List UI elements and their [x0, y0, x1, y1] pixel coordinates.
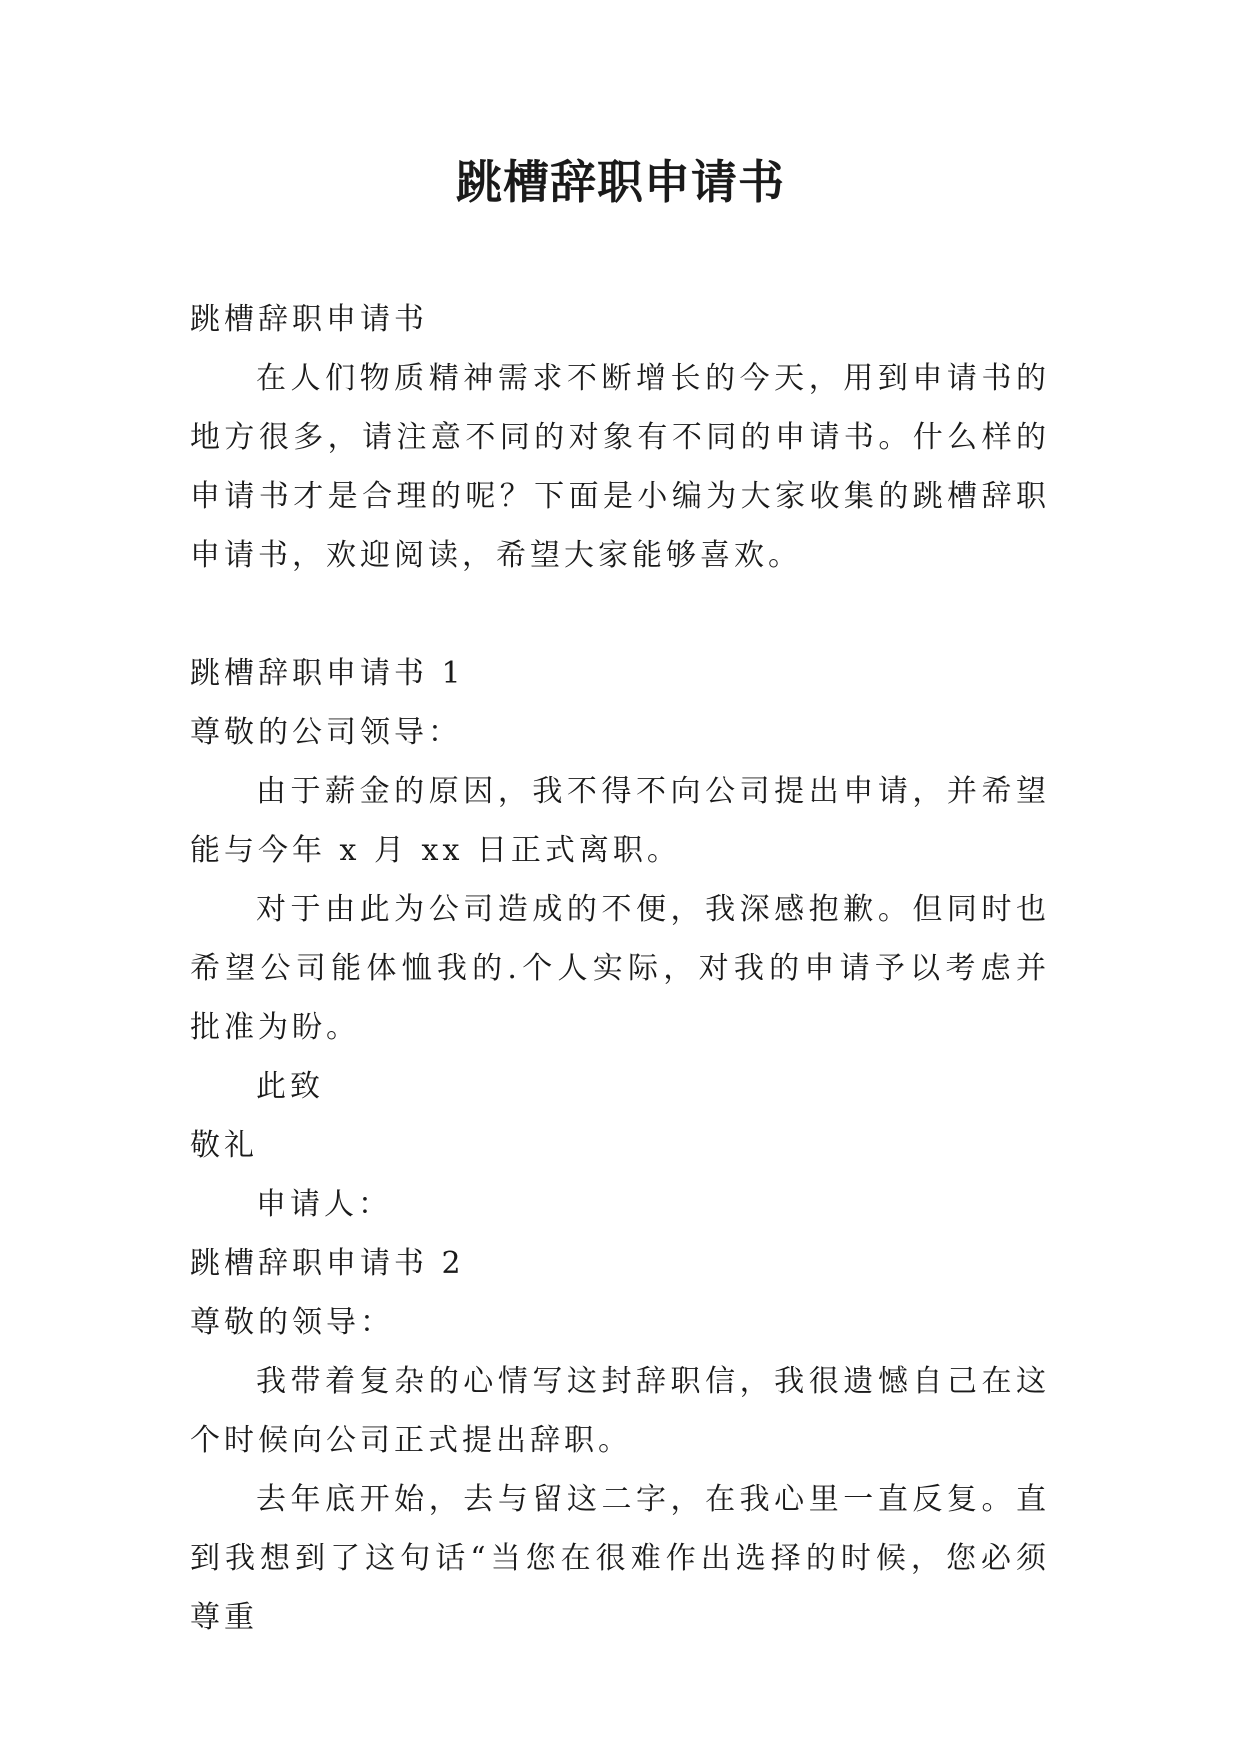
section-heading-1: 跳槽辞职申请书 1 — [190, 656, 465, 691]
body-paragraph: 去年底开始，去与留这二字，在我心里一直反复。直到我想到了这句话“当您在很难作出选择的时候，您必须尊重 — [190, 1482, 1050, 1635]
salutation-2: 尊敬的领导： — [190, 1305, 394, 1340]
applicant-line: 申请人： — [256, 1187, 392, 1222]
section-heading-2: 跳槽辞职申请书 2 — [190, 1246, 465, 1281]
body-paragraph: 由于薪金的原因，我不得不向公司提出申请，并希望能与今年 x 月 xx 日正式离职。 — [190, 774, 1050, 868]
intro-paragraph: 在人们物质精神需求不断增长的今天，用到申请书的地方很多，请注意不同的对象有不同的申请书。什么样的申请书才是合理的呢？下面是小编为大家收集的跳槽辞职申请书，欢迎阅读，希望大家能够喜欢。 — [190, 361, 1050, 573]
closing-regards: 敬礼 — [190, 1128, 258, 1163]
document-body — [190, 290, 1050, 1647]
body-paragraph: 我带着复杂的心情写这封辞职信，我很遗憾自己在这个时候向公司正式提出辞职。 — [190, 1364, 1050, 1458]
body-paragraph: 对于由此为公司造成的不便，我深感抱歉。但同时也希望公司能体恤我的.个人实际，对我的申请予以考虑并批准为盼。 — [190, 892, 1050, 1045]
paragraph-spacer — [190, 585, 1050, 644]
closing-line: 此致 — [256, 1069, 324, 1104]
salutation-1: 尊敬的公司领导： — [190, 715, 462, 750]
document-title: 跳槽辞职申请书 — [456, 155, 785, 209]
subtitle-paragraph: 跳槽辞职申请书 — [190, 302, 428, 337]
